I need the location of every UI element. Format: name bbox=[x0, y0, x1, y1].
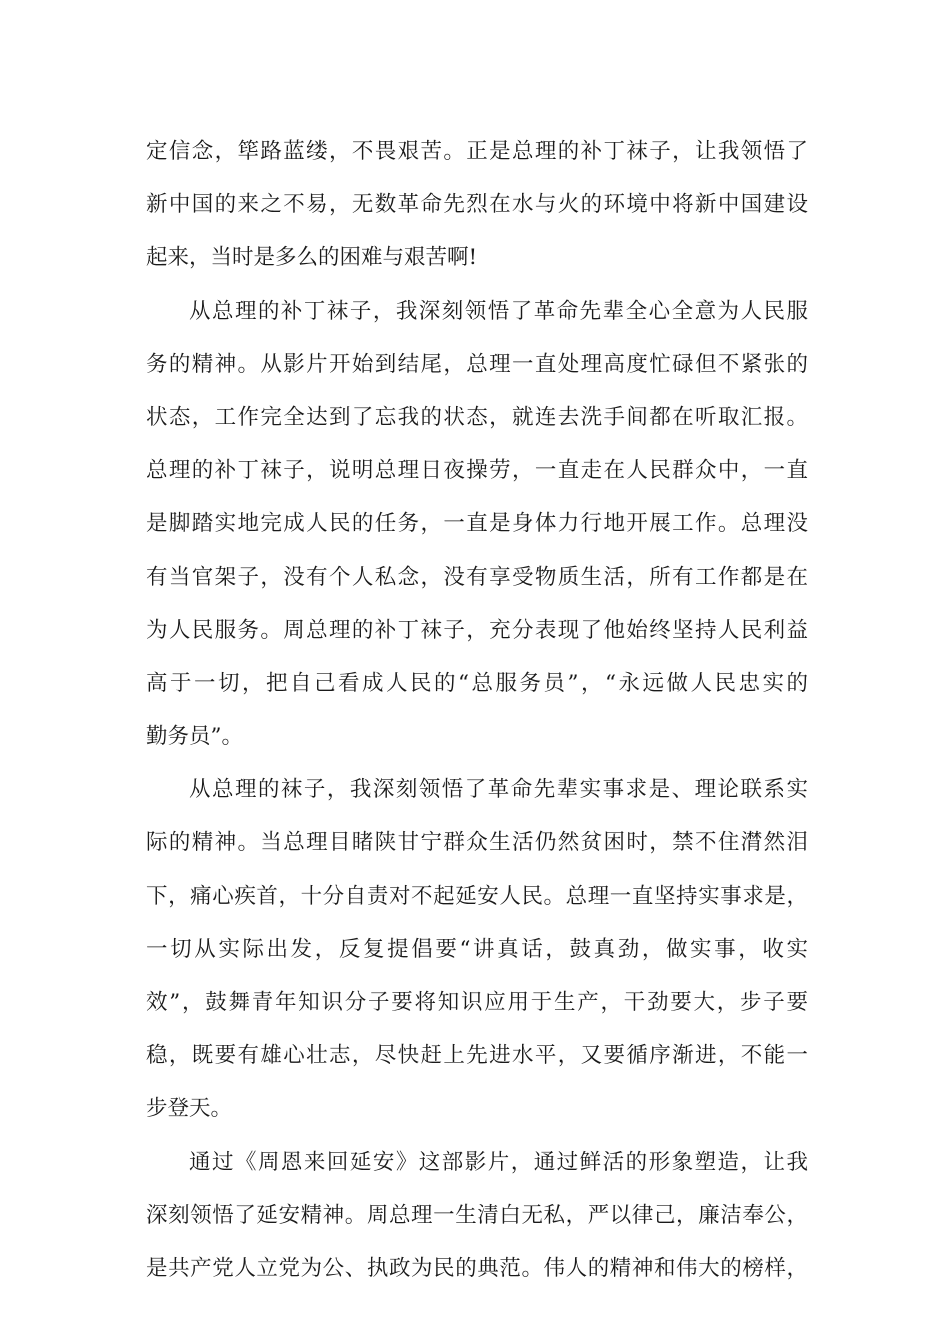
text-line: 效”，鼓舞青年知识分子要将知识应用于生产，干劲要大，步子要 bbox=[146, 990, 808, 1015]
text-line: 总理的补丁袜子，说明总理日夜操劳，一直走在人民群众中，一直 bbox=[146, 458, 808, 484]
document-body bbox=[146, 125, 808, 1295]
text-line: 定信念，筚路蓝缕，不畏艰苦。正是总理的补丁袜子，让我领悟了 bbox=[146, 139, 808, 164]
text-line: 为人民服务。周总理的补丁袜子，充分表现了他始终坚持人民利益 bbox=[146, 617, 808, 643]
text-line: 一切从实际出发，反复提倡要“讲真话，鼓真劲，做实事，收实 bbox=[146, 936, 808, 962]
text-line: 是脚踏实地完成人民的任务，一直是身体力行地开展工作。总理没 bbox=[146, 511, 808, 537]
text-line: 从总理的袜子，我深刻领悟了革命先辈实事求是、理论联系实 bbox=[189, 777, 808, 803]
text-line: 稳，既要有雄心壮志，尽快赶上先进水平，又要循序渐进，不能一 bbox=[146, 1043, 808, 1069]
text-line: 务的精神。从影片开始到结尾，总理一直处理高度忙碌但不紧张的 bbox=[146, 351, 808, 377]
text-line: 际的精神。当总理目睹陕甘宁群众生活仍然贫困时，禁不住潸然泪 bbox=[146, 830, 808, 856]
paragraph-p2 bbox=[146, 285, 808, 764]
text-line: 步登天。 bbox=[146, 1096, 233, 1122]
paragraph-p4 bbox=[146, 1136, 808, 1296]
text-line: 是共产党人立党为公、执政为民的典范。伟人的精神和伟大的榜样， bbox=[146, 1255, 808, 1281]
text-line: 有当官架子，没有个人私念，没有享受物质生活，所有工作都是在 bbox=[146, 564, 808, 590]
text-line: 高于一切，把自己看成人民的“总服务员”，“永远做人民忠实的 bbox=[146, 670, 808, 696]
text-line: 勤务员”。 bbox=[146, 724, 243, 750]
text-line: 下，痛心疾首，十分自责对不起延安人民。总理一直坚持实事求是， bbox=[146, 883, 808, 909]
text-line: 新中国的来之不易，无数革命先烈在水与火的环境中将新中国建设 bbox=[146, 192, 808, 218]
text-line: 起来，当时是多么的困难与艰苦啊! bbox=[146, 245, 478, 271]
text-line: 深刻领悟了延安精神。周总理一生清白无私，严以律己，廉洁奉公， bbox=[146, 1202, 808, 1228]
text-line: 通过《周恩来回延安》这部影片，通过鲜活的形象塑造，让我 bbox=[189, 1149, 808, 1175]
text-line: 状态，工作完全达到了忘我的状态，就连去洗手间都在听取汇报。 bbox=[146, 404, 808, 430]
paragraph-p3 bbox=[146, 763, 808, 1135]
paragraph-p1 bbox=[146, 125, 808, 285]
text-line: 从总理的补丁袜子，我深刻领悟了革命先辈全心全意为人民服 bbox=[189, 298, 808, 324]
